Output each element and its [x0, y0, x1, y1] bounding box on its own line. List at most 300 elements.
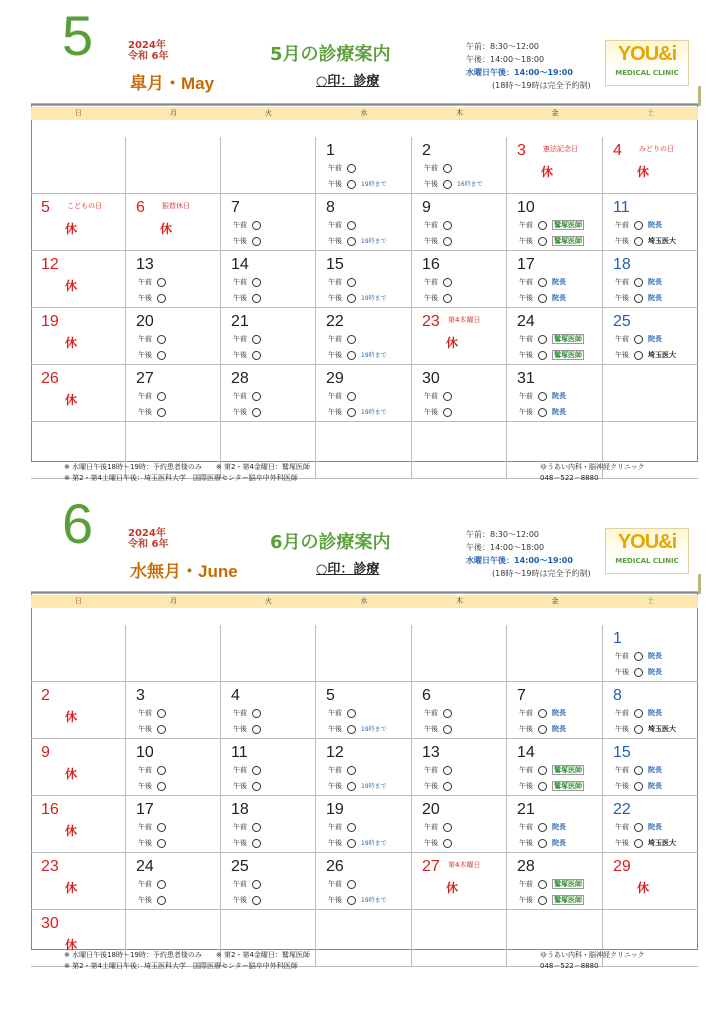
pm-label: 午後 [519, 896, 533, 904]
day-cell [221, 308, 316, 365]
day-number: 28 [231, 370, 249, 387]
day-number: 21 [517, 801, 535, 818]
session-mark-icon [538, 408, 547, 417]
day-cell [31, 796, 126, 853]
day-cell [126, 853, 221, 910]
pm-label: 午後 [328, 725, 342, 733]
session-mark-icon [252, 782, 261, 791]
session-pm [233, 407, 266, 417]
footer-note-1: ※ 水曜日午後18時〜19時：予約患者様のみ ※ 第2・第4金曜日：鷲塚医師 [64, 463, 310, 471]
day-cell [221, 625, 316, 682]
session-mark-icon [347, 335, 356, 344]
day-cell [221, 739, 316, 796]
session-mark-icon [538, 351, 547, 360]
session-pm [615, 293, 662, 303]
day-cell [316, 682, 412, 739]
session-am [328, 708, 361, 718]
closed-label: 休 [65, 824, 78, 838]
year-ad: 2024年 [128, 528, 166, 539]
session-mark-icon [634, 839, 643, 848]
session-mark-icon [252, 294, 261, 303]
day-number: 11 [613, 199, 630, 216]
session-am [233, 277, 266, 287]
session-mark-icon [157, 766, 166, 775]
doctor-note: 鷲塚医師 [554, 351, 582, 359]
doctor-note: 院長 [552, 408, 566, 416]
session-mark-icon [443, 782, 452, 791]
day-cell [221, 853, 316, 910]
am-label: 午前 [615, 766, 629, 774]
day-cell [412, 853, 507, 910]
day-cell [316, 251, 412, 308]
day-cell [603, 251, 698, 308]
month-number: 5 [62, 4, 94, 67]
session-mark-icon [157, 392, 166, 401]
day-number: 2 [422, 142, 431, 159]
session-pm [615, 350, 676, 360]
day-cell [221, 194, 316, 251]
session-pm [615, 236, 676, 246]
session-am [519, 277, 566, 287]
closed-label: 休 [65, 881, 78, 895]
day-cell [412, 194, 507, 251]
weekday-header-5: 金 [507, 595, 603, 608]
pm-label: 午後 [424, 180, 438, 188]
weekday-header-0: 日 [31, 595, 126, 608]
day-cell [412, 796, 507, 853]
footer-note-2: ※ 第2・第4土曜日午後：埼玉医科大学 国際医療センター脳卒中外科医師 [64, 474, 298, 482]
session-mark-icon [634, 351, 643, 360]
day-number: 8 [613, 687, 622, 704]
day-cell [316, 853, 412, 910]
pm-label: 午後 [233, 351, 247, 359]
doctor-note: 院長 [552, 392, 566, 400]
session-pm [328, 724, 387, 735]
session-pm [138, 293, 171, 303]
day-cell [316, 194, 412, 251]
am-label: 午前 [328, 766, 342, 774]
am-label: 午前 [233, 766, 247, 774]
footer-clinic [540, 950, 645, 972]
session-mark-icon [443, 766, 452, 775]
logo-subtext: MEDICAL CLINIC [615, 69, 679, 77]
session-mark-icon [538, 237, 547, 246]
weekday-header-4: 木 [412, 107, 507, 120]
day-number: 26 [326, 858, 344, 875]
footer-clinic [540, 462, 645, 484]
pm-label: 午後 [519, 839, 533, 847]
session-am [328, 163, 361, 173]
clinic-logo [605, 40, 689, 86]
day-cell [603, 308, 698, 365]
session-mark-icon [252, 896, 261, 905]
session-pm [138, 838, 171, 848]
pm-label: 午後 [519, 408, 533, 416]
pm-label: 午後 [138, 725, 152, 733]
pm-label: 午後 [519, 725, 533, 733]
day-number: 21 [231, 313, 249, 330]
day-number: 6 [422, 687, 431, 704]
day-number: 7 [231, 199, 240, 216]
page-title [270, 528, 391, 554]
session-am [138, 334, 171, 344]
session-mark-icon [347, 709, 356, 718]
session-mark-icon [634, 221, 643, 230]
day-cell [603, 625, 698, 682]
session-am [424, 822, 457, 832]
doctor-note: 鷲塚医師 [554, 896, 582, 904]
session-mark-icon [634, 294, 643, 303]
session-mark-icon [634, 335, 643, 344]
session-am [519, 879, 584, 889]
session-pm [138, 407, 171, 417]
session-mark-icon [634, 782, 643, 791]
am-label: 午前 [233, 221, 247, 229]
doctor-note: 院長 [648, 652, 662, 660]
session-am [615, 822, 662, 832]
am-label: 午前 [328, 709, 342, 717]
am-label: 午前 [519, 221, 533, 229]
day-cell [31, 365, 126, 422]
footer-note-2: ※ 第2・第4土曜日午後：埼玉医科大学 国際医療センター脳卒中外科医師 [64, 962, 298, 970]
holiday-label: 第4木曜日 [448, 861, 481, 869]
hours-note: (18時〜19時は完全予約制) [492, 569, 591, 578]
doctor-note: 19時まで [361, 352, 387, 359]
closed-label: 休 [65, 938, 78, 952]
session-pm [328, 895, 387, 906]
am-label: 午前 [233, 392, 247, 400]
session-pm [519, 781, 584, 791]
session-mark-icon [252, 278, 261, 287]
legend-subtitle: ○印：診療 [316, 562, 380, 577]
session-mark-icon [347, 408, 356, 417]
session-pm [519, 350, 584, 360]
pm-label: 午後 [615, 668, 629, 676]
session-pm [233, 236, 266, 246]
session-mark-icon [634, 823, 643, 832]
am-label: 午前 [424, 709, 438, 717]
session-am [138, 879, 171, 889]
weekday-header-2: 火 [221, 595, 316, 608]
doctor-note: 19時まで [361, 238, 387, 245]
session-am [519, 391, 566, 401]
session-mark-icon [443, 392, 452, 401]
session-am [615, 651, 662, 661]
day-number: 13 [136, 256, 154, 273]
pm-label: 午後 [615, 725, 629, 733]
day-number: 19 [41, 313, 59, 330]
pm-label: 午後 [424, 237, 438, 245]
closed-label: 休 [65, 222, 78, 236]
session-mark-icon [252, 725, 261, 734]
session-mark-icon [538, 709, 547, 718]
session-pm [424, 293, 457, 303]
hours-wed-pm: 水曜日午後：14:00〜19:00 [466, 556, 573, 565]
day-number: 3 [517, 142, 526, 159]
pm-label: 午後 [424, 839, 438, 847]
am-label: 午前 [138, 335, 152, 343]
day-cell [126, 308, 221, 365]
pm-label: 午後 [615, 294, 629, 302]
day-cell [221, 137, 316, 194]
session-mark-icon [347, 180, 356, 189]
day-cell [603, 682, 698, 739]
session-mark-icon [443, 709, 452, 718]
session-mark-icon [347, 839, 356, 848]
closed-label: 休 [65, 279, 78, 293]
session-am [328, 334, 361, 344]
session-am [615, 765, 662, 775]
title-text: 月の診療案内 [282, 532, 391, 553]
day-cell [507, 365, 603, 422]
am-label: 午前 [424, 164, 438, 172]
session-mark-icon [538, 221, 547, 230]
am-label: 午前 [424, 766, 438, 774]
pm-label: 午後 [328, 839, 342, 847]
doctor-note: 院長 [648, 278, 662, 286]
session-mark-icon [347, 823, 356, 832]
day-number: 9 [41, 744, 50, 761]
session-mark-icon [347, 766, 356, 775]
pm-label: 午後 [233, 408, 247, 416]
day-number: 4 [613, 142, 622, 159]
am-label: 午前 [328, 164, 342, 172]
am-label: 午前 [138, 709, 152, 717]
session-mark-icon [538, 335, 547, 344]
session-mark-icon [252, 351, 261, 360]
doctor-note: 院長 [552, 823, 566, 831]
am-label: 午前 [519, 766, 533, 774]
pm-label: 午後 [328, 782, 342, 790]
closed-label: 休 [446, 336, 459, 350]
closed-label: 休 [446, 881, 459, 895]
doctor-note: 19時まで [361, 295, 387, 302]
legend-subtitle: ○印：診療 [316, 74, 380, 89]
am-label: 午前 [424, 221, 438, 229]
weekday-header-1: 月 [126, 107, 221, 120]
pm-label: 午後 [615, 351, 629, 359]
session-am [233, 334, 266, 344]
session-mark-icon [252, 408, 261, 417]
am-label: 午前 [233, 709, 247, 717]
pm-label: 午後 [138, 839, 152, 847]
day-cell [507, 796, 603, 853]
day-cell [31, 194, 126, 251]
session-pm [424, 407, 457, 417]
day-cell [507, 194, 603, 251]
session-am [233, 220, 266, 230]
am-label: 午前 [328, 823, 342, 831]
day-cell [221, 682, 316, 739]
session-mark-icon [347, 782, 356, 791]
day-number: 5 [41, 199, 50, 216]
holiday-label: 憲法記念日 [543, 145, 578, 153]
clinic-name: ゆうあい内科・脳神経クリニック [540, 463, 645, 471]
session-mark-icon [157, 823, 166, 832]
day-cell [31, 739, 126, 796]
session-am [233, 708, 266, 718]
doctor-note: 院長 [552, 294, 566, 302]
am-label: 午前 [615, 221, 629, 229]
session-mark-icon [347, 221, 356, 230]
day-number: 13 [422, 744, 440, 761]
session-mark-icon [252, 709, 261, 718]
session-mark-icon [538, 392, 547, 401]
day-cell [126, 796, 221, 853]
session-mark-icon [157, 351, 166, 360]
session-mark-icon [347, 164, 356, 173]
session-mark-icon [157, 880, 166, 889]
am-label: 午前 [519, 278, 533, 286]
day-cell [603, 853, 698, 910]
session-mark-icon [538, 823, 547, 832]
session-mark-icon [347, 351, 356, 360]
day-number: 14 [517, 744, 535, 761]
session-mark-icon [347, 880, 356, 889]
weekday-header-2: 火 [221, 107, 316, 120]
am-label: 午前 [233, 880, 247, 888]
session-pm [233, 350, 266, 360]
day-number: 24 [136, 858, 154, 875]
day-cell [507, 853, 603, 910]
session-pm [233, 724, 266, 734]
pm-label: 午後 [615, 782, 629, 790]
session-mark-icon [347, 392, 356, 401]
day-cell [316, 308, 412, 365]
day-number: 30 [422, 370, 440, 387]
day-number: 23 [422, 313, 440, 330]
weekday-header-4: 木 [412, 595, 507, 608]
day-number: 10 [136, 744, 154, 761]
day-cell [316, 625, 412, 682]
session-mark-icon [252, 221, 261, 230]
closed-label: 休 [65, 393, 78, 407]
hours-wed-pm: 水曜日午後：14:00〜19:00 [466, 68, 573, 77]
day-number: 17 [517, 256, 535, 273]
session-mark-icon [252, 237, 261, 246]
day-cell [412, 422, 507, 479]
session-pm [328, 236, 387, 247]
closed-label: 休 [65, 336, 78, 350]
session-am [615, 277, 662, 287]
am-label: 午前 [233, 335, 247, 343]
closed-label: 休 [65, 710, 78, 724]
session-pm [519, 895, 584, 905]
day-number: 22 [613, 801, 631, 818]
year-label [128, 528, 168, 550]
day-cell [126, 682, 221, 739]
session-am [138, 822, 171, 832]
day-number: 15 [326, 256, 344, 273]
pm-label: 午後 [519, 237, 533, 245]
session-pm [328, 838, 387, 849]
logo-subtext: MEDICAL CLINIC [615, 557, 679, 565]
title-month: 5 [270, 44, 283, 65]
day-cell [412, 365, 507, 422]
day-cell [603, 194, 698, 251]
session-mark-icon [634, 278, 643, 287]
doctor-note: 埼玉医大 [648, 351, 676, 359]
day-number: 23 [41, 858, 59, 875]
session-mark-icon [538, 896, 547, 905]
am-label: 午前 [615, 335, 629, 343]
day-cell [412, 137, 507, 194]
session-pm [424, 236, 457, 246]
day-number: 20 [422, 801, 440, 818]
session-am [233, 822, 266, 832]
day-cell [507, 625, 603, 682]
session-mark-icon [443, 839, 452, 848]
doctor-note: 19時まで [361, 409, 387, 416]
day-number: 31 [517, 370, 535, 387]
day-cell [507, 308, 603, 365]
session-mark-icon [157, 294, 166, 303]
session-am [519, 708, 566, 718]
day-cell [31, 251, 126, 308]
footer-note-1: ※ 水曜日午後18時〜19時：予約患者様のみ ※ 第2・第4金曜日：鷲塚医師 [64, 951, 310, 959]
session-am [328, 277, 361, 287]
day-cell [221, 796, 316, 853]
doctor-note: 院長 [648, 766, 662, 774]
session-mark-icon [252, 392, 261, 401]
session-am [519, 765, 584, 775]
day-number: 9 [422, 199, 431, 216]
session-pm [233, 293, 266, 303]
hours-am: 午前：8:30〜12:00 [466, 42, 540, 51]
weekday-header-3: 水 [316, 107, 412, 120]
day-cell [316, 422, 412, 479]
logo-text: YOU&i [617, 43, 677, 65]
day-number: 19 [326, 801, 344, 818]
day-number: 2 [41, 687, 50, 704]
am-label: 午前 [615, 278, 629, 286]
session-am [328, 822, 361, 832]
footer-notes [64, 462, 310, 484]
am-label: 午前 [328, 392, 342, 400]
header-band-side [698, 86, 701, 106]
session-am [328, 391, 361, 401]
session-pm [615, 781, 662, 791]
am-label: 午前 [424, 278, 438, 286]
session-am [233, 879, 266, 889]
session-am [233, 391, 266, 401]
pm-label: 午後 [233, 294, 247, 302]
pm-label: 午後 [328, 294, 342, 302]
session-pm [328, 293, 387, 304]
day-number: 6 [136, 199, 145, 216]
session-am [424, 277, 457, 287]
day-number: 26 [41, 370, 59, 387]
am-label: 午前 [138, 766, 152, 774]
day-number: 27 [422, 858, 440, 875]
title-month: 6 [270, 532, 283, 553]
session-am [328, 220, 361, 230]
day-cell [221, 251, 316, 308]
day-cell [412, 910, 507, 967]
day-cell [603, 739, 698, 796]
clinic-logo [605, 528, 689, 574]
day-number: 12 [41, 256, 59, 273]
day-cell [316, 910, 412, 967]
day-cell [126, 194, 221, 251]
session-mark-icon [443, 294, 452, 303]
am-label: 午前 [615, 823, 629, 831]
pm-label: 午後 [233, 896, 247, 904]
session-mark-icon [347, 278, 356, 287]
session-mark-icon [252, 823, 261, 832]
clinic-phone: 048－522－8880 [540, 474, 599, 482]
session-pm [519, 724, 566, 734]
